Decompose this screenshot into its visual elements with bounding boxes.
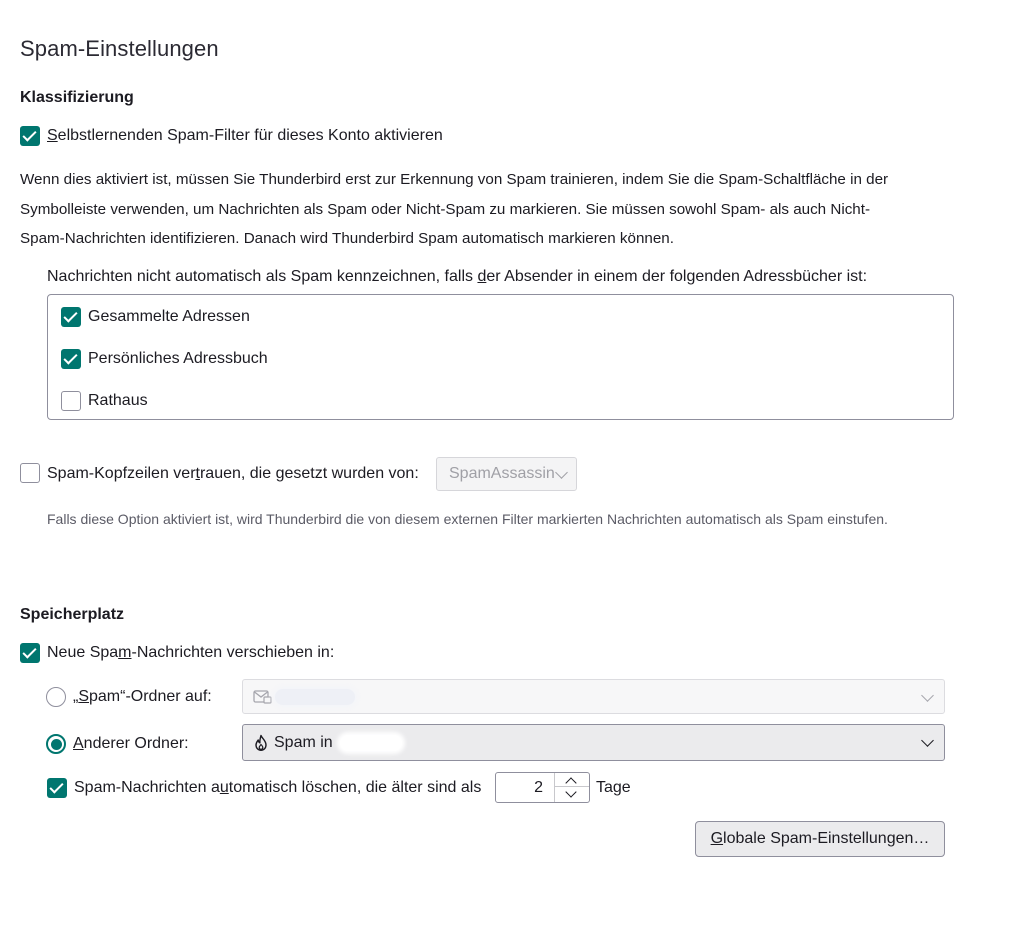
storage-heading: Speicherplatz <box>20 606 125 623</box>
move-new-spam-label[interactable]: Neue Spam-Nachrichten verschieben in: <box>47 644 335 661</box>
address-book-checkbox-collected[interactable] <box>61 307 81 327</box>
other-folder-radio-label[interactable]: Anderer Ordner: <box>73 735 189 752</box>
whitelist-label: Nachrichten nicht automatisch als Spam kennzeichnen, falls der Absender in einem der folgenden Adressbücher ist: <box>47 268 868 285</box>
other-folder-value: Spam in <box>274 734 333 751</box>
decrement-button[interactable] <box>555 787 589 801</box>
flame-icon <box>253 734 269 752</box>
chevron-down-icon <box>921 689 934 702</box>
spam-folder-radio[interactable] <box>46 687 66 707</box>
enable-spam-filter-label[interactable]: Selbstlernenden Spam-Filter für dieses Konto aktivieren <box>47 127 443 144</box>
auto-delete-checkbox[interactable] <box>47 778 67 798</box>
chevron-down-icon <box>565 786 576 797</box>
description-line: Spam-Nachrichten identifizieren. Danach wird Thunderbird Spam automatisch markieren können. <box>20 230 674 247</box>
spam-folder-account-select[interactable] <box>242 679 945 714</box>
address-book-label[interactable]: Rathaus <box>88 392 148 409</box>
trust-headers-note: Falls diese Option aktiviert ist, wird Thunderbird die von diesem externen Filter markierten Nachrichten automatisch als Spam einstufen. <box>47 511 888 527</box>
mail-account-icon <box>253 689 273 705</box>
increment-button[interactable] <box>555 773 589 787</box>
auto-delete-days-input[interactable] <box>495 772 590 803</box>
address-book-checkbox-rathaus[interactable] <box>61 391 81 411</box>
days-unit-label: Tage <box>596 779 631 796</box>
chevron-down-icon <box>921 734 934 747</box>
redacted-account-name <box>340 735 402 751</box>
address-book-checkbox-personal[interactable] <box>61 349 81 369</box>
global-spam-settings-button[interactable]: Globale Spam-Einstellungen… <box>695 821 945 857</box>
trust-headers-checkbox[interactable] <box>20 463 40 483</box>
address-book-label[interactable]: Persönliches Adressbuch <box>88 350 268 367</box>
auto-delete-days-value[interactable]: 2 <box>534 779 543 796</box>
classification-heading: Klassifizierung <box>20 89 134 106</box>
move-new-spam-checkbox[interactable] <box>20 643 40 663</box>
other-folder-select[interactable] <box>242 724 945 761</box>
enable-spam-filter-checkbox[interactable] <box>20 126 40 146</box>
description-line: Symbolleiste verwenden, um Nachrichten als Spam oder Nicht-Spam zu markieren. Sie müssen sowohl Spam- als auch Nicht- <box>20 200 871 218</box>
page-title: Spam-Einstellungen <box>20 36 219 61</box>
redacted-account-name <box>275 689 355 705</box>
description-line: Wenn dies aktiviert ist, müssen Sie Thunderbird erst zur Erkennung von Spam trainieren, indem Sie die Spam-Schaltfläche in der <box>20 171 889 188</box>
days-spinner[interactable] <box>554 773 589 802</box>
address-book-label[interactable]: Gesammelte Adressen <box>88 308 250 325</box>
chevron-down-icon <box>555 466 568 479</box>
trust-headers-select-value: SpamAssassin <box>449 465 555 482</box>
spam-folder-radio-label[interactable]: „Spam“-Ordner auf: <box>73 688 212 705</box>
auto-delete-label[interactable]: Spam-Nachrichten automatisch löschen, die älter sind als <box>74 779 482 796</box>
trust-headers-label[interactable]: Spam-Kopfzeilen vertrauen, die gesetzt wurden von: <box>47 465 419 482</box>
other-folder-radio[interactable] <box>46 734 66 754</box>
spam-filter-description <box>20 165 888 254</box>
trust-headers-select[interactable] <box>436 457 577 491</box>
